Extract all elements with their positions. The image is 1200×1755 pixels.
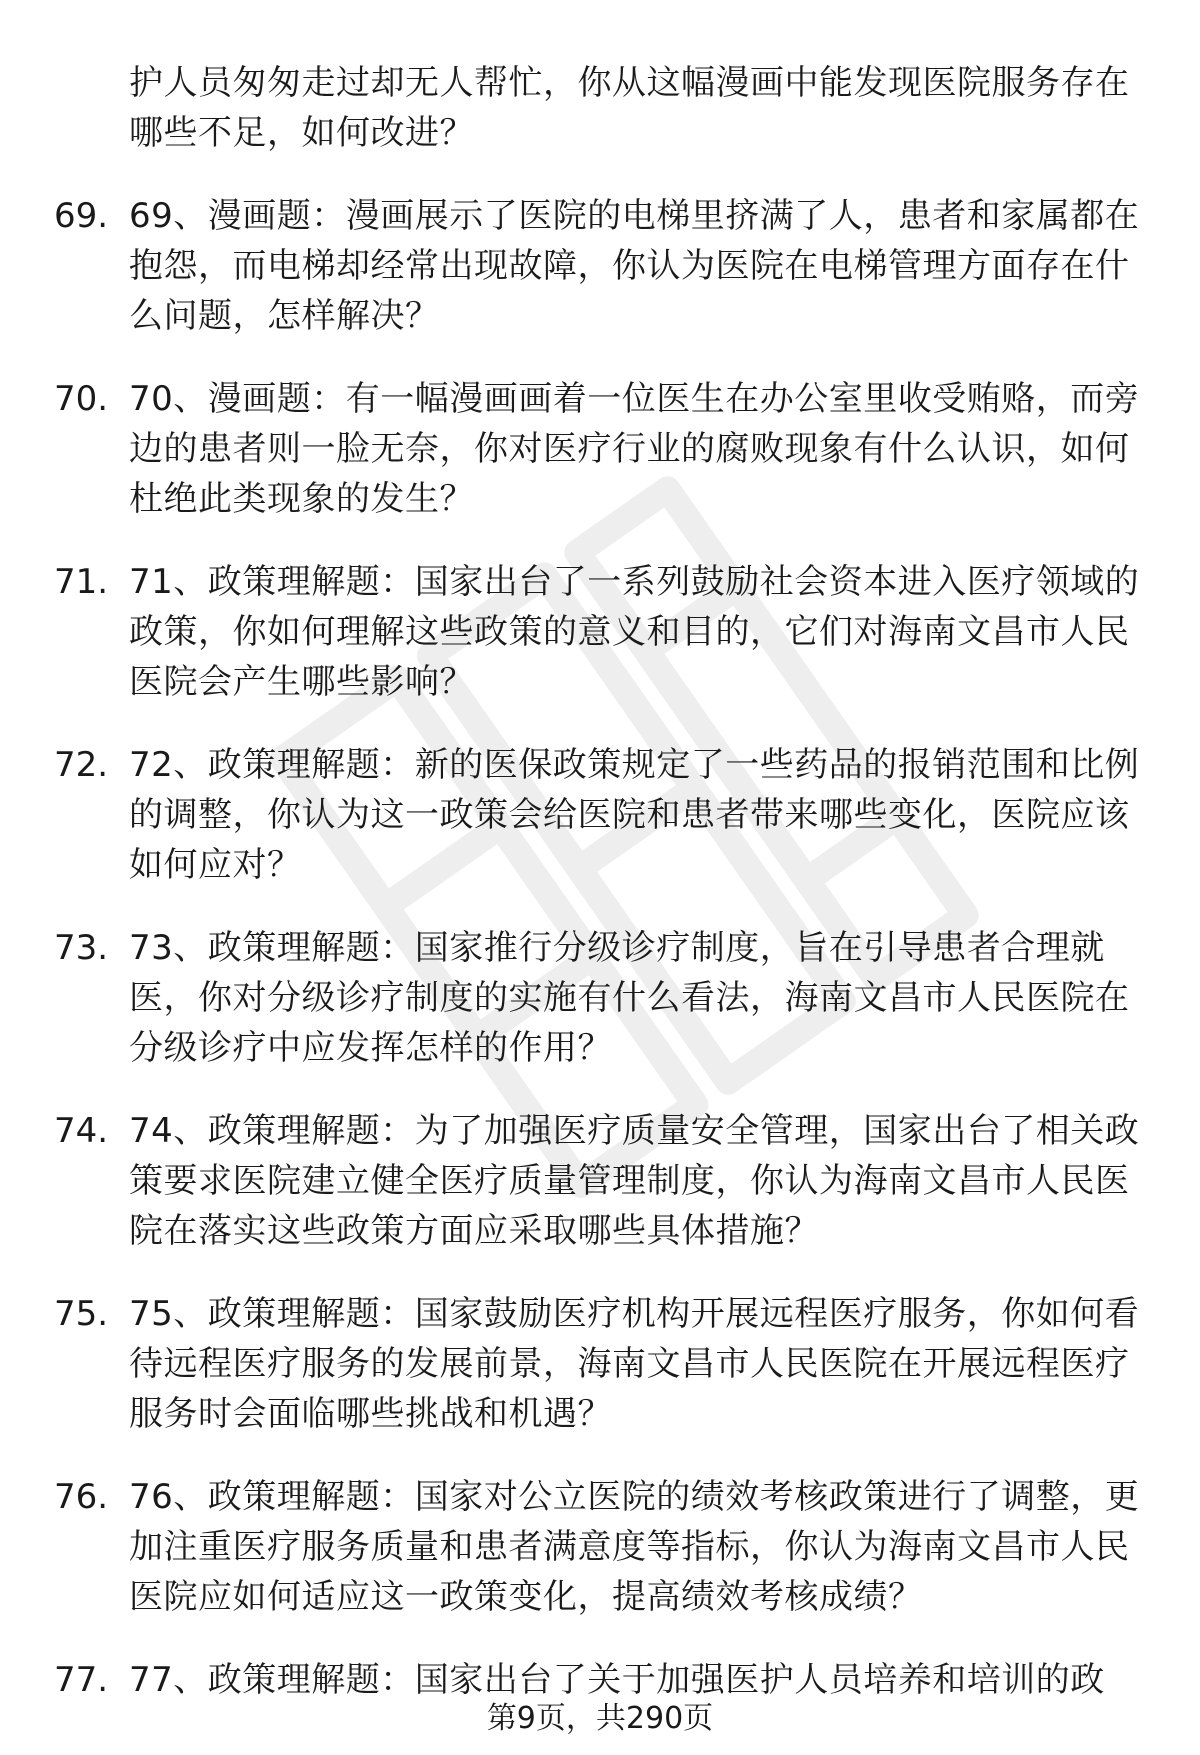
question-item	[0, 191, 1200, 341]
question-number: 74.	[54, 1111, 109, 1151]
question-item	[0, 1472, 1200, 1622]
question-text: 73、政策理解题：国家推行分级诊疗制度，旨在引导患者合理就医，你对分级诊疗制度的实施有什么看法，海南文昌市人民医院在分级诊疗中应发挥怎样的作用？	[129, 928, 1130, 1068]
question-number: 72.	[54, 745, 109, 785]
question-text: 75、政策理解题：国家鼓励医疗机构开展远程医疗服务，你如何看待远程医疗服务的发展前景，海南文昌市人民医院在开展远程医疗服务时会面临哪些挑战和机遇？	[129, 1294, 1140, 1434]
continuation-paragraph	[0, 58, 1200, 158]
question-number: 75.	[54, 1294, 109, 1334]
question-item	[0, 1106, 1200, 1256]
question-number: 70.	[54, 379, 109, 419]
continuation-text: 护人员匆匆走过却无人帮忙，你从这幅漫画中能发现医院服务存在哪些不足，如何改进？	[129, 63, 1130, 153]
question-item	[0, 923, 1200, 1073]
question-number: 71.	[54, 562, 109, 602]
question-text: 69、漫画题：漫画展示了医院的电梯里挤满了人，患者和家属都在抱怨，而电梯却经常出现故障，你认为医院在电梯管理方面存在什么问题，怎样解决？	[129, 196, 1140, 336]
question-number: 73.	[54, 928, 109, 968]
question-number: 69.	[54, 196, 109, 236]
question-text: 72、政策理解题：新的医保政策规定了一些药品的报销范围和比例的调整，你认为这一政策会给医院和患者带来哪些变化，医院应该如何应对？	[129, 745, 1140, 885]
question-text: 70、漫画题：有一幅漫画画着一位医生在办公室里收受贿赂，而旁边的患者则一脸无奈，你对医疗行业的腐败现象有什么认识，如何杜绝此类现象的发生？	[129, 379, 1140, 519]
question-text: 76、政策理解题：国家对公立医院的绩效考核政策进行了调整，更加注重医疗服务质量和患者满意度等指标，你认为海南文昌市人民医院应如何适应这一政策变化，提高绩效考核成绩？	[129, 1477, 1140, 1617]
question-number: 76.	[54, 1477, 109, 1517]
question-number: 77.	[54, 1660, 109, 1700]
question-item	[0, 740, 1200, 890]
question-text: 71、政策理解题：国家出台了一系列鼓励社会资本进入医疗领域的政策，你如何理解这些政策的意义和目的，它们对海南文昌市人民医院会产生哪些影响？	[129, 562, 1140, 702]
page-number-label: 第9页，共290页	[486, 1701, 714, 1736]
question-item	[0, 1655, 1200, 1705]
question-item	[0, 557, 1200, 707]
question-list	[0, 58, 1200, 1705]
question-item	[0, 1289, 1200, 1439]
question-text: 77、政策理解题：国家出台了关于加强医护人员培养和培训的政	[129, 1660, 1105, 1700]
question-text: 74、政策理解题：为了加强医疗质量安全管理，国家出台了相关政策要求医院建立健全医疗质量管理制度，你认为海南文昌市人民医院在落实这些政策方面应采取哪些具体措施？	[129, 1111, 1140, 1251]
page-footer	[0, 1699, 1200, 1739]
question-item	[0, 374, 1200, 524]
